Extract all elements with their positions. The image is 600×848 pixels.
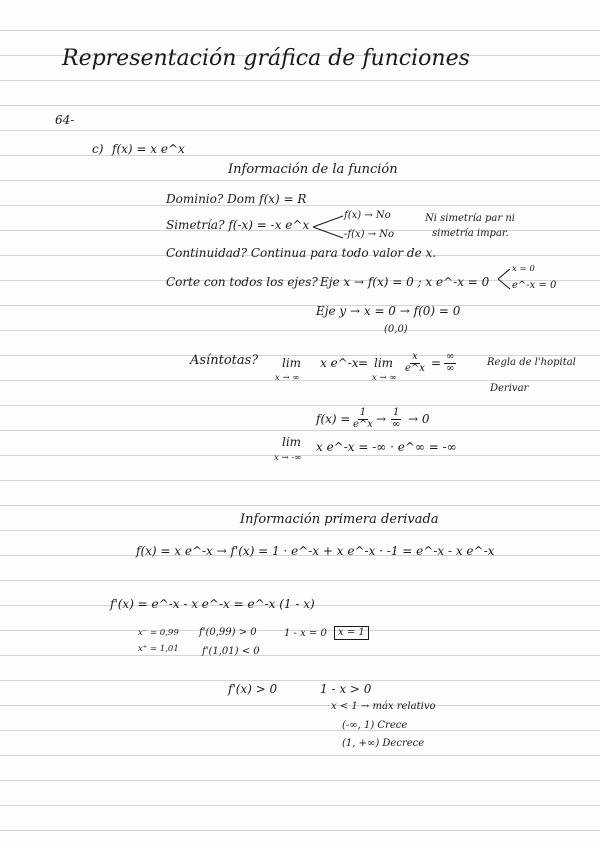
symmetry-line: Simetría? f(-x) = -x e^x xyxy=(166,218,310,232)
symmetry-note-1: Ni simetría par ni xyxy=(425,213,515,224)
lim-expression-3: x e^-x = -∞ · e^∞ = -∞ xyxy=(316,440,457,454)
exercise-number: 64- xyxy=(55,113,75,127)
lim-result-numerator: ∞ xyxy=(446,351,455,362)
lim-word-1: lim xyxy=(282,356,302,370)
function-definition: f(x) = x e^x xyxy=(112,142,185,156)
lim-subscript-1: x → ∞ xyxy=(275,373,300,383)
lim-fraction-numerator: x xyxy=(412,351,418,362)
symmetry-branch-lines xyxy=(313,212,345,242)
lim-subscript-3: x → -∞ xyxy=(274,453,302,463)
axis-x-branch-lines xyxy=(498,266,512,292)
interval-decreasing: (1, +∞) Decrece xyxy=(342,738,425,749)
info-heading: Información de la función xyxy=(228,162,398,177)
test-point-left: x⁻ = 0,99 xyxy=(138,628,179,638)
f-eval-numerator-1: 1 xyxy=(359,407,367,418)
asymptotes-label: Asíntotas? xyxy=(190,353,259,368)
axis-x-branch-b: e^-x = 0 xyxy=(512,280,557,291)
derivative-heading: Información primera derivada xyxy=(240,512,439,527)
origin-point: (0,0) xyxy=(384,324,408,335)
derivative-line-2: f'(x) = e^-x - x e^-x = e^-x (1 - x) xyxy=(110,597,315,611)
axes-cut-label: Corte con todos los ejes? xyxy=(166,275,318,289)
lim-fraction xyxy=(405,352,425,374)
lim-word-3: lim xyxy=(282,435,302,449)
symmetry-branch-even: f(x) → No xyxy=(344,210,391,221)
lim-subscript-2: x → ∞ xyxy=(372,373,397,383)
interval-increasing: (-∞, 1) Crece xyxy=(342,720,408,731)
lim-result-denominator: ∞ xyxy=(446,362,455,374)
lhopital-note: Regla de l'hopital xyxy=(487,357,576,368)
test-point-right: x⁺ = 1,01 xyxy=(138,644,179,654)
f-eval-denominator-1: e^x xyxy=(353,418,373,430)
continuity-line: Continuidad? Continua para todo valor de x. xyxy=(166,246,437,260)
critical-point-box: x = 1 xyxy=(334,626,369,640)
axis-x-line: Eje x → f(x) = 0 ; x e^-x = 0 xyxy=(320,275,490,289)
f-eval-result: → 0 xyxy=(408,412,430,426)
derive-note: Derivar xyxy=(490,383,529,394)
axis-y-line: Eje y → x = 0 → f(0) = 0 xyxy=(316,304,461,318)
part-label: c) xyxy=(92,142,104,156)
domain-line: Dominio? Dom f(x) = R xyxy=(166,192,307,206)
test-derivative-left: f'(0,99) > 0 xyxy=(199,627,257,638)
axis-x-branch-a: x = 0 xyxy=(512,264,535,274)
lim-equals-1: = xyxy=(358,356,369,370)
f-eval-fraction-1 xyxy=(353,408,373,430)
symmetry-note-2: simetría impar. xyxy=(432,228,509,239)
factor-inequality: 1 - x > 0 xyxy=(320,682,372,696)
f-eval-numerator-2: 1 xyxy=(393,407,400,418)
derivative-inequality: f'(x) > 0 xyxy=(228,682,278,696)
f-eval-prefix: f(x) = xyxy=(316,412,351,426)
relative-max-note: x < 1 → máx relativo xyxy=(331,701,436,712)
f-eval-fraction-2 xyxy=(391,408,401,430)
page-title: Representación gráfica de funciones xyxy=(62,46,470,71)
f-eval-arrow: → xyxy=(376,412,387,426)
critical-equation: 1 - x = 0 xyxy=(284,628,327,639)
test-derivative-right: f'(1,01) < 0 xyxy=(202,646,260,657)
lim-result-fraction xyxy=(444,352,456,374)
lim-expression-1: x e^-x xyxy=(320,356,359,370)
derivative-line-1: f(x) = x e^-x → f'(x) = 1 · e^-x + x e^-x · -1 = e^-x - x e^-x xyxy=(136,544,495,558)
lim-equals-2: = xyxy=(431,356,442,370)
symmetry-branch-odd: -f(x) → No xyxy=(344,229,395,240)
lim-word-2: lim xyxy=(374,356,394,370)
lim-fraction-denominator: e^x xyxy=(405,362,425,374)
f-eval-denominator-2: ∞ xyxy=(392,418,401,430)
